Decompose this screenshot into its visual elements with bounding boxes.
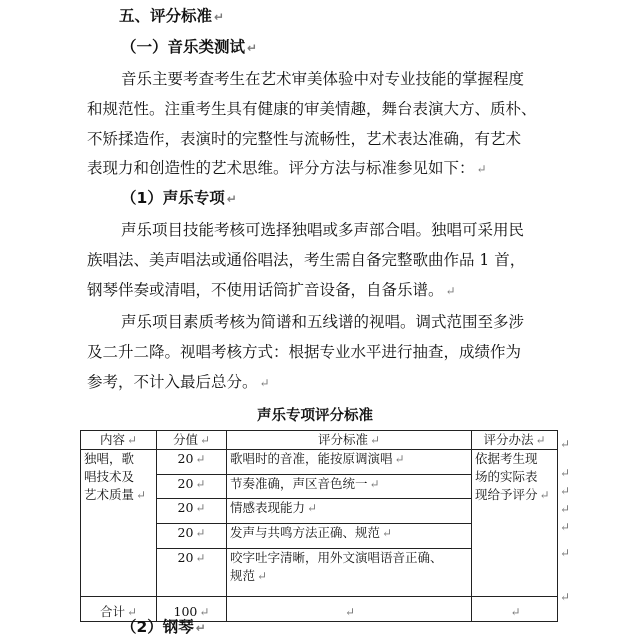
header-criteria: 评分标准 ↵	[227, 431, 472, 450]
para1-line-3: 钢琴伴奏或清唱，不使用话筒扩音设备，自备乐谱。 ↵	[87, 281, 456, 299]
header-score: 分值 ↵	[157, 431, 227, 450]
score-cell: 20 ↵	[157, 524, 227, 549]
subsection-title: （一）音乐类测试 ↵	[121, 38, 258, 56]
content-line: 唱技术及	[84, 469, 135, 484]
row-end-mark: ↵	[560, 484, 571, 498]
score-cell: 20 ↵	[157, 499, 227, 524]
total-criteria-empty: ↵	[227, 597, 472, 622]
score-cell: 20 ↵	[157, 548, 227, 596]
score-table	[80, 430, 558, 622]
para2-line-1: 声乐项目素质考核为简谱和五线谱的视唱。调式范围至多涉	[121, 313, 525, 331]
para1-line-2: 族唱法、美声唱法或通俗唱法，考生需自备完整歌曲作品 1 首，	[87, 251, 526, 269]
table-row	[81, 450, 558, 475]
item-title-vocal: （1）声乐专项 ↵	[121, 189, 237, 207]
method-line: 现给予评分 ↵	[475, 487, 550, 502]
row-end-mark: ↵	[560, 520, 571, 534]
item-title-piano: （2）钢琴 ↵	[121, 618, 206, 636]
criteria-cell: 发声与共鸣方法正确、规范 ↵	[227, 524, 472, 549]
row-end-mark: ↵	[560, 502, 571, 516]
header-method: 评分办法 ↵	[472, 431, 558, 450]
intro-line-3: 不矫揉造作，表演时的完整性与流畅性，艺术表达准确，有艺术	[87, 130, 522, 148]
criteria-cell: 歌唱时的音准，能按原调演唱 ↵	[227, 450, 472, 475]
score-cell: 20 ↵	[157, 474, 227, 499]
row-end-mark: ↵	[560, 590, 571, 604]
row-end-mark: ↵	[560, 546, 571, 560]
criteria-cell: 情感表现能力 ↵	[227, 499, 472, 524]
criteria-cell	[227, 548, 472, 596]
total-label: 合计 ↵	[81, 597, 157, 622]
para1-line-1: 声乐项目技能考核可选择独唱或多声部合唱。独唱可采用民	[121, 221, 525, 239]
total-value: 100 ↵	[157, 597, 227, 622]
criteria-line: 咬字吐字清晰，用外文演唱语音正确、	[230, 549, 443, 565]
method-line: 场的实际表	[475, 469, 538, 484]
row-end-mark: ↵	[560, 437, 571, 451]
score-cell: 20 ↵	[157, 450, 227, 475]
para2-line-2: 及二升二降。视唱考核方式：根据专业水平进行抽查，成绩作为	[87, 343, 522, 361]
intro-line-2: 和规范性。注重考生具有健康的审美情趣，舞台表演大方、质朴、	[87, 100, 537, 118]
method-line: 依据考生现	[475, 451, 538, 466]
criteria-cell: 节奏准确，声区音色统一 ↵	[227, 474, 472, 499]
content-cell	[81, 450, 157, 597]
intro-line-1: 音乐主要考查考生在艺术审美体验中对专业技能的掌握程度	[121, 70, 525, 88]
table-header-row	[81, 431, 558, 450]
criteria-line: 规范 ↵	[230, 567, 268, 583]
intro-line-4: 表现力和创造性的艺术思维。评分方法与标准参见如下： ↵	[87, 159, 487, 177]
total-method-empty: ↵	[472, 597, 558, 622]
method-cell	[472, 450, 558, 597]
content-line: 艺术质量 ↵	[84, 487, 147, 502]
header-content: 内容 ↵	[81, 431, 157, 450]
table-title: 声乐专项评分标准	[257, 408, 373, 424]
content-line: 独唱，歌	[84, 451, 135, 466]
section-title: 五、评分标准 ↵	[119, 7, 225, 25]
row-end-mark: ↵	[560, 466, 571, 480]
para2-line-3: 参考，不计入最后总分。 ↵	[87, 373, 270, 391]
